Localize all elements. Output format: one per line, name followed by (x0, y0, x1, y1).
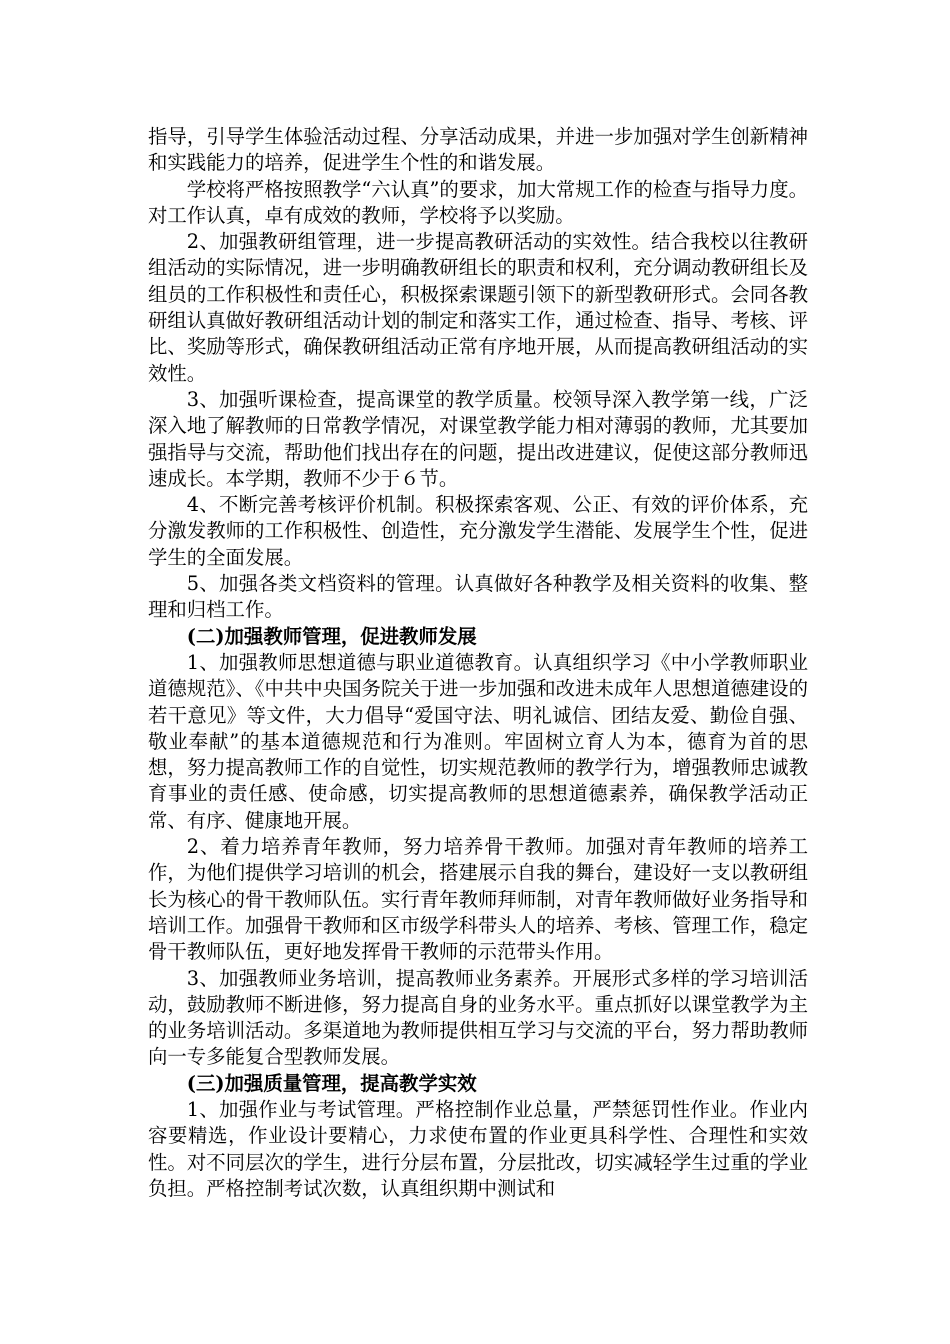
paragraph-homework-exams: 1、加强作业与考试管理。严格控制作业总量，严禁惩罚性作业。作业内容要精选，作业设计要精心，力求使布置的作业更具科学性、合理性和实效性。对不同层次的学生，进行分层布置，分层批改，切实减轻学生过重的学业负担。严格控制考试次数，认真组织期中测试和 (148, 1097, 808, 1200)
paragraph-continued: 指导，引导学生体验活动过程、分享活动成果，并进一步加强对学生创新精神和实践能力的培养，促进学生个性的和谐发展。 (148, 125, 808, 175)
paragraph-training: 3、加强教师业务培训，提高教师业务素养。开展形式多样的学习培训活动，鼓励教师不断进修，努力提高自身的业务水平。重点抓好以课堂教学为主的业务培训活动。多渠道地为教师提供相互学习与交流的平台，努力帮助教师向一专多能复合型教师发展。 (148, 966, 808, 1069)
paragraph-ethics: 1、加强教师思想道德与职业道德教育。认真组织学习《中小学教师职业道德规范》、《中共中央国务院关于进一步加强和改进未成年人思想道德建设的若干意见》等文件，大力倡导“爱国守法、明礼诚信、团结友爱、勤俭自强、敬业奉献”的基本道德规范和行为准则。牢固树立育人为本，德育为首的思想，努力提高教师工作的自觉性，切实规范教师的教学行为，增强教师忠诚教育事业的责任感、使命感，切实提高教师的思想道德素养，确保教学活动正常、有序、健康地开展。 (148, 650, 808, 832)
paragraph-archives: 5、加强各类文档资料的管理。认真做好各种教学及相关资料的收集、整理和归档工作。 (148, 572, 808, 622)
document-page (148, 124, 808, 1202)
paragraph-research-group: 2、加强教研组管理，进一步提高教研活动的实效性。结合我校以往教研组活动的实际情况，进一步明确教研组长的职责和权利，充分调动教研组长及组员的工作积极性和责任心，积极探索课题引领下的新型教研形式。会同各教研组认真做好教研组活动计划的制定和落实工作，通过检查、指导、考核、评比、奖励等形式，确保教研组活动正常有序地开展，从而提高教研组活动的实效性。 (148, 230, 808, 385)
paragraph-routine-inspection: 学校将严格按照教学“六认真”的要求，加大常规工作的检查与指导力度。对工作认真，卓有成效的教师，学校将予以奖励。 (148, 177, 808, 227)
paragraph-lesson-observation: 3、加强听课检查，提高课堂的教学质量。校领导深入教学第一线，广泛深入地了解教师的日常教学情况，对课堂教学能力相对薄弱的教师，尤其要加强指导与交流，帮助他们找出存在的问题，提出改进建议，促使这部分教师迅速成长。本学期，教师不少于６节。 (148, 387, 808, 490)
section-heading-quality-management: (三)加强质量管理，提高教学实效 (186, 1071, 477, 1095)
paragraph-evaluation: 4、不断完善考核评价机制。积极探索客观、公正、有效的评价体系，充分激发教师的工作积极性、创造性，充分激发学生潜能、发展学生个性，促进学生的全面发展。 (148, 493, 808, 569)
paragraph-young-teachers: 2、着力培养青年教师，努力培养骨干教师。加强对青年教师的培养工作，为他们提供学习培训的机会，搭建展示自我的舞台，建设好一支以教研组长为核心的骨干教师队伍。实行青年教师拜师制，对青年教师做好业务指导和培训工作。加强骨干教师和区市级学科带头人的培养、考核、管理工作，稳定骨干教师队伍，更好地发挥骨干教师的示范带头作用。 (148, 835, 808, 964)
section-heading-teacher-management: (二)加强教师管理，促进教师发展 (186, 624, 477, 648)
